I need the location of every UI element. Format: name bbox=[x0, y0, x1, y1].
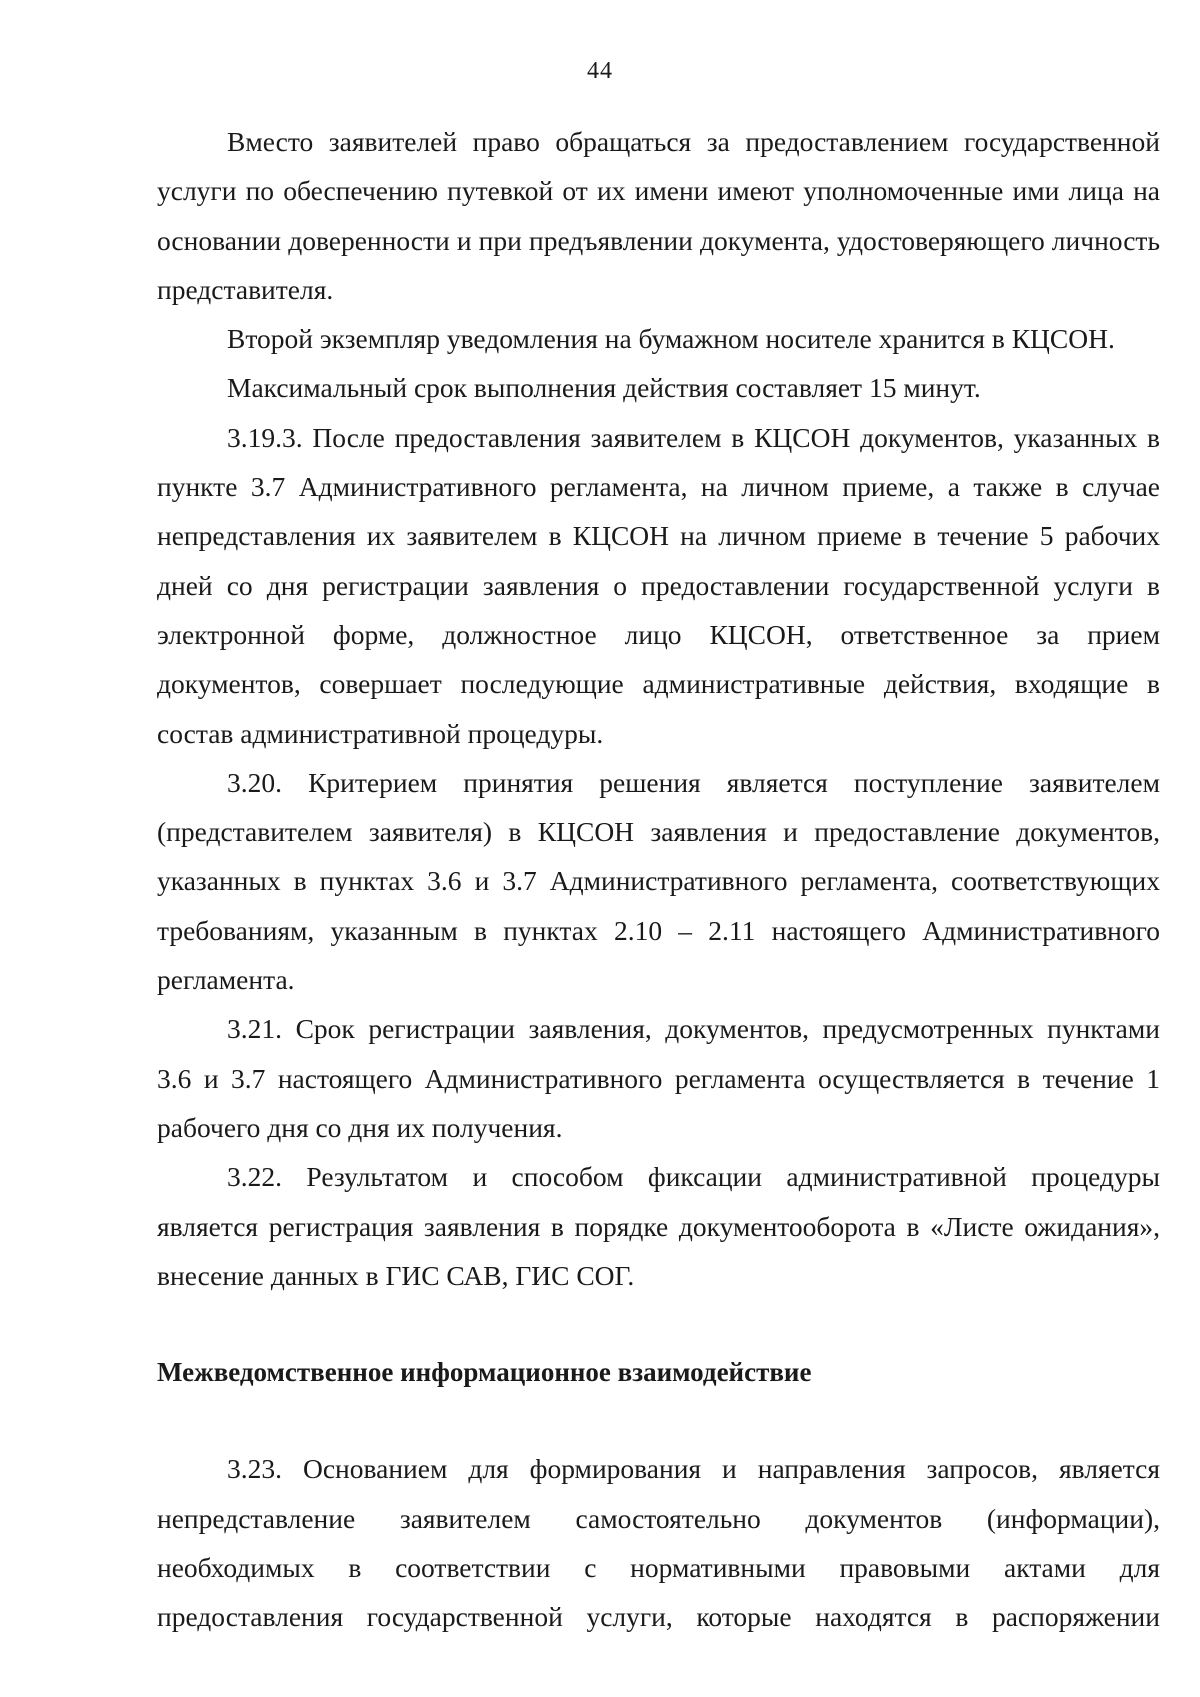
paragraph-3-22: 3.22. Результатом и способом фиксации административной процедуры является регистрация заявления в порядке документооборота в «Листе ожидания», внесение данных в ГИС САВ, ГИС СОГ. bbox=[157, 1161, 1160, 1291]
paragraph-representatives: Вместо заявителей право обращаться за предоставлением государственной услуги по обеспечению путевкой от их имени имеют уполномоченные ими лица на основании доверенности и при предъявлении документа, удостоверяющего личность представителя. bbox=[157, 126, 1160, 305]
paragraph-3-23: 3.23. Основанием для формирования и направления запросов, является непредставление заявителем самостоятельно документов (информации), необходимых в соответствии с нормативными правовыми актами для предоставления государственной услуги, которые находятся в распоряжении bbox=[157, 1453, 1160, 1633]
paragraph-3-19-3: 3.19.3. После предоставления заявителем в КЦСОН документов, указанных в пункте 3.7 Административного регламента, на личном приеме, а также в случае непредставления их заявителем в КЦСОН на личном приеме в течение 5 рабочих дней со дня регистрации заявления о предоставлении государственной услуги в электронной форме, должностное лицо КЦСОН, ответственное за прием документов, совершает последующие административные действия, входящие в состав административной процедуры. bbox=[157, 421, 1160, 749]
document-body bbox=[157, 117, 1160, 1642]
paragraph-second-copy: Второй экземпляр уведомления на бумажном носителе хранится в КЦСОН. bbox=[227, 323, 1115, 355]
page-number: 44 bbox=[587, 58, 613, 84]
paragraph-3-20: 3.20. Критерием принятия решения является поступление заявителем (представителем заявителя) в КЦСОН заявления и предоставление документов, указанных в пунктах 3.6 и 3.7 Административного регламента, соответствующих требованиям, указанным в пунктах 2.10 – 2.11 настоящего Административного регламента. bbox=[157, 766, 1160, 996]
paragraph-3-21: 3.21. Срок регистрации заявления, документов, предусмотренных пунктами 3.6 и 3.7 настоящего Административного регламента осуществляется в течение 1 рабочего дня со дня их получения. bbox=[157, 1013, 1160, 1143]
section-heading: Межведомственное информационное взаимодействие bbox=[157, 1357, 812, 1388]
paragraph-max-time: Максимальный срок выполнения действия составляет 15 минут. bbox=[227, 372, 981, 404]
